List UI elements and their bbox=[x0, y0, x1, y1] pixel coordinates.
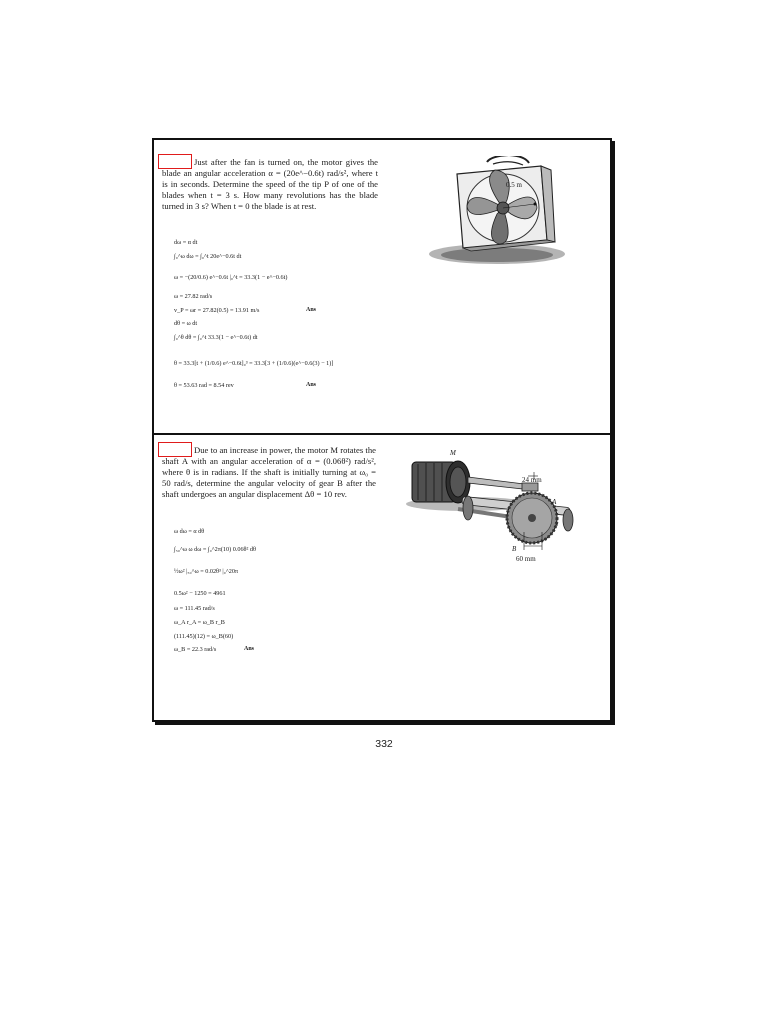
motor-gear-figure bbox=[398, 446, 594, 566]
problem-1-statement: Just after the fan is turned on, the motor gives the blade an angular acceleration α = (20e^−0.6t) rad/s², where t is in seconds. Determine the speed of the tip P of one of the blades when t = 3 s. How many revolutions has the blade turned in 3 s? When t = 0 the blade is at rest. bbox=[162, 157, 378, 211]
p1-answer-label-2: Ans bbox=[306, 382, 317, 388]
shaft-label: A bbox=[552, 498, 557, 506]
p1-solution-line-5: v_P = ωr = 27.82(0.5) = 13.91 m/s bbox=[174, 307, 260, 314]
gear-dimension-label: 60 mm bbox=[516, 555, 536, 563]
p1-solution-line-4: ω = 27.82 rad/s bbox=[174, 293, 213, 300]
problem-2-statement: Due to an increase in power, the motor M rotates the shaft A with an angular acceleration of α = (0.06θ²) rad/s², where θ is in radians. If the shaft is initially turning at ω₀ = 50 rad/s, determine the angular velocity of gear B after the shaft undergoes an angular displacement Δθ = 10 rev. bbox=[162, 445, 376, 499]
p1-answer-label-1: Ans bbox=[306, 307, 317, 313]
p2-solution-line-7: (111.45)(12) = ω_B(60) bbox=[174, 633, 234, 640]
p1-solution-line-7: ∫₀^θ dθ = ∫₀^t 33.3(1 − e^−0.6t) dt bbox=[174, 334, 258, 341]
p1-solution-line-2: ∫₀^ω dω = ∫₀^t 20e^−0.6t dt bbox=[174, 253, 242, 260]
p1-solution-line-8: θ = 33.3[t + (1/0.6) e^−0.6t]₀³ = 33.3[3 + (1/0.6)(e^−0.6(3) − 1)] bbox=[174, 360, 334, 367]
p2-solution-line-1: ω dω = α dθ bbox=[174, 528, 205, 535]
gear-label: B bbox=[512, 545, 517, 553]
fan-dimension-label: 0.5 m bbox=[506, 181, 522, 189]
p2-solution-line-5: ω = 111.45 rad/s bbox=[174, 605, 215, 612]
p2-solution-line-3: ½ω² |₅₀^ω = 0.02θ³ |₀^20π bbox=[174, 568, 239, 575]
p1-solution-line-6: dθ = ω dt bbox=[174, 320, 198, 327]
p1-solution-line-9: θ = 53.63 rad = 8.54 rev bbox=[174, 382, 234, 389]
p2-answer-label: Ans bbox=[244, 646, 255, 652]
p2-solution-line-4: 0.5ω² − 1250 = 4961 bbox=[174, 590, 226, 597]
p2-solution-line-8: ω_B = 22.3 rad/s bbox=[174, 646, 217, 653]
motor-label: M bbox=[450, 449, 456, 457]
p2-solution-line-2: ∫₅₀^ω ω dω = ∫₀^2π(10) 0.06θ² dθ bbox=[174, 546, 256, 553]
p1-solution-line-1: dω = α dt bbox=[174, 239, 198, 246]
page-number: 332 bbox=[375, 738, 393, 750]
problem-divider bbox=[154, 433, 610, 435]
fan-figure bbox=[419, 156, 569, 266]
frame-shadow-bottom bbox=[155, 722, 615, 725]
p1-solution-line-3: ω = −(20/0.6) e^−0.6t |₀^t = 33.3(1 − e^−0.6t) bbox=[174, 274, 288, 281]
page-frame bbox=[152, 138, 612, 722]
shaft-dimension-label: 24 mm bbox=[522, 476, 542, 484]
p2-solution-line-6: ω_A r_A = ω_B r_B bbox=[174, 619, 225, 626]
frame-shadow-right bbox=[612, 141, 615, 725]
